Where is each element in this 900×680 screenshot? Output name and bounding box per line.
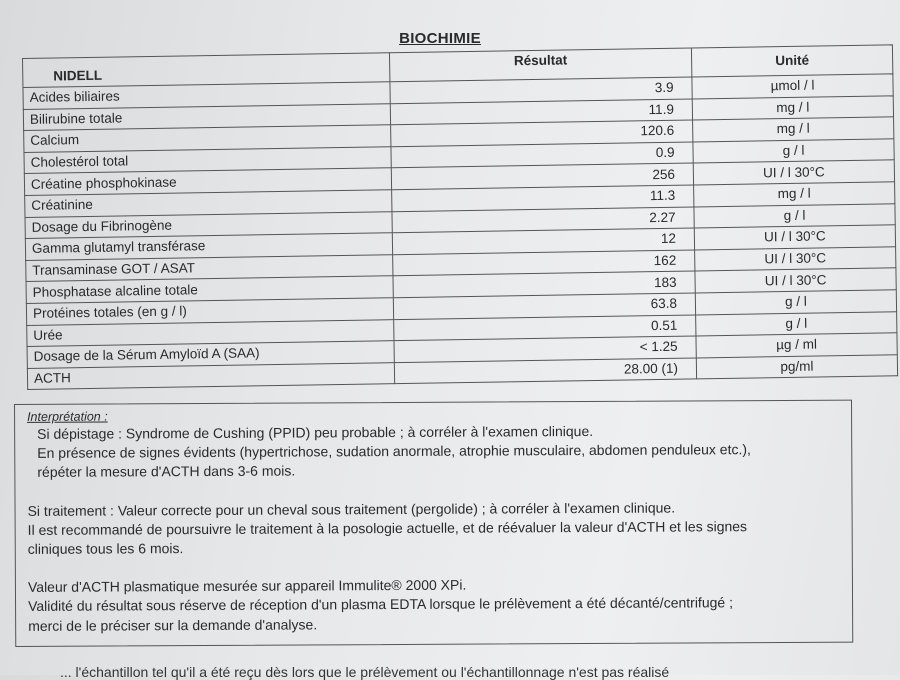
results-table — [22, 44, 898, 390]
test-value: 183 — [393, 271, 695, 297]
test-unit: pg/ml — [696, 355, 897, 380]
header-result: Résultat — [389, 48, 691, 82]
test-value: 2.27 — [392, 207, 694, 233]
test-unit: g / l — [695, 290, 896, 315]
test-unit: µg / ml — [696, 333, 897, 358]
header-unit: Unité — [691, 45, 892, 77]
test-name: Gamma glutamyl transférase — [25, 233, 392, 260]
test-value: 162 — [393, 250, 695, 276]
interpretation-line: répéter la mesure d'ACTH dans 3-6 mois. — [37, 462, 296, 481]
test-name: Bilirubine totale — [23, 103, 390, 130]
header-patient-name: NIDELL — [23, 53, 390, 88]
test-value: 3.9 — [390, 77, 692, 103]
interpretation-heading: Interprétation : — [27, 409, 108, 424]
test-name: Phosphatase alcaline totale — [26, 276, 393, 303]
test-unit: UI / l 30°C — [694, 225, 895, 250]
test-name: Protéines totales (en g / l) — [26, 298, 393, 325]
test-value: 11.9 — [390, 99, 692, 125]
test-value: 28.00 (1) — [394, 358, 696, 384]
test-unit: µmol / l — [692, 74, 893, 99]
test-value: 11.3 — [392, 185, 694, 211]
test-value: 0.51 — [394, 314, 696, 340]
test-name: Acides biliaires — [23, 82, 390, 109]
test-value: 256 — [391, 163, 693, 189]
test-value: < 1.25 — [394, 336, 696, 362]
interpretation-line: Si dépistage : Syndrome de Cushing (PPID) peu probable ; à corréler à l'examen clinique. — [37, 422, 594, 442]
interpretation-box — [14, 400, 853, 647]
test-unit: g / l — [693, 139, 894, 164]
test-value: 63.8 — [393, 293, 695, 319]
test-unit: UI / l 30°C — [693, 160, 894, 185]
test-unit: g / l — [696, 311, 897, 336]
test-unit: mg / l — [692, 95, 893, 120]
interpretation-line: En présence de signes évidents (hypertrichose, sudation anormale, atrophie musculaire, abdomen penduleux etc.), — [37, 441, 751, 462]
test-value: 120.6 — [391, 120, 693, 146]
test-name: Dosage de la Sérum Amyloïd A (SAA) — [27, 341, 394, 368]
test-name: Calcium — [24, 125, 391, 152]
interpretation-line: Il est recommandé de poursuivre le traitement à la posologie actuelle, et de réévaluer la valeur d'ACTH et les signes — [27, 517, 748, 538]
test-name: Dosage du Fibrinogène — [25, 211, 392, 238]
test-value: 12 — [392, 228, 694, 254]
interpretation-line: Si traitement : Valeur correcte pour un cheval sous traitement (pergolide) ; à corréler à l'examen clinique. — [27, 499, 676, 519]
interpretation-line: cliniques tous les 6 mois. — [27, 540, 184, 557]
test-name: Cholestérol total — [24, 146, 391, 173]
test-value: 0.9 — [391, 142, 693, 168]
test-unit: mg / l — [694, 182, 895, 207]
report-title: BIOCHIMIE — [399, 30, 481, 47]
footer-cut-text: ... l'échantillon tel qu'il a été reçu dès lors que le prélèvement ou l'échantillonnage n'est pas réalisé — [60, 664, 670, 680]
test-unit: UI / l 30°C — [695, 268, 896, 293]
interpretation-line: Valeur d'ACTH plasmatique mesurée sur appareil Immulite® 2000 XPi. — [27, 576, 467, 596]
test-name: Créatinine — [25, 190, 392, 217]
test-name: Créatine phosphokinase — [24, 168, 391, 195]
interpretation-line: merci de le préciser sur la demande d'analyse. — [28, 616, 318, 634]
test-name: Urée — [27, 319, 394, 346]
test-unit: g / l — [694, 203, 895, 228]
test-unit: mg / l — [693, 117, 894, 142]
interpretation-line: Validité du résultat sous réserve de réception d'un plasma EDTA lorsque le prélèvement a été décanté/centrifugé ; — [28, 594, 733, 615]
test-unit: UI / l 30°C — [695, 247, 896, 272]
test-name: ACTH — [27, 362, 394, 389]
test-name: Transaminase GOT / ASAT — [26, 254, 393, 281]
